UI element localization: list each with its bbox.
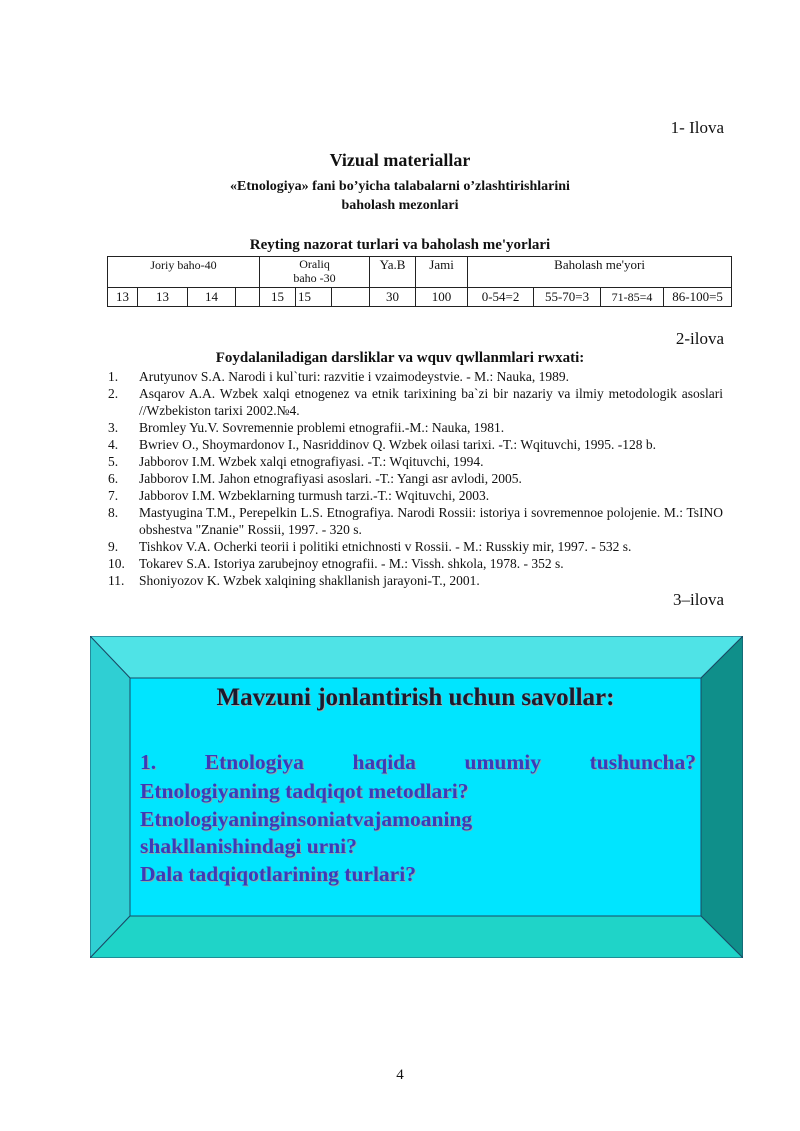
subtitle-line-1: «Etnologiya» fani bo’yicha talabalarni o’zlashtirishlarini: [230, 179, 570, 194]
header-joriy: Joriy baho-40: [108, 257, 260, 288]
question-line: Etnologiyaninginsoniatvajamoaning: [140, 807, 473, 831]
table-header-row: [108, 257, 732, 288]
page-title: Vizual materiallar: [329, 150, 471, 170]
books-title: Foydalaniladigan darsliklar va wquv qwllanmlari rwxati:: [215, 350, 585, 366]
list-item: 6. Jabborov I.M. Jahon etnografiyasi asoslari. -T.: Yangi asr avlodi, 2005.: [108, 471, 522, 486]
table-cell: 0-54=2: [468, 288, 534, 307]
rating-table: [107, 256, 732, 307]
table-cell: 30: [370, 288, 416, 307]
page-number: 4: [396, 1067, 404, 1083]
subtitle-line-2: baholash mezonlari: [341, 198, 459, 213]
appendix-2-label: 2-ilova: [675, 329, 724, 348]
table-cell: 13: [108, 288, 138, 307]
list-item: 11. Shoniyozov K. Wzbek xalqining shakllanish jarayoni-T., 2001.: [108, 573, 480, 588]
table-cell: 14: [188, 288, 236, 307]
list-item: 5. Jabborov I.M. Wzbek xalqi etnografiyasi. -T.: Wqituvchi, 1994.: [108, 454, 484, 469]
list-item: 4. Bwriev O., Shoymardonov I., Nasriddinov Q. Wzbek oilasi tarixi. -T.: Wqituvchi, 1995. -128 b.: [108, 437, 657, 452]
question-line: Etnologiyaning tadqiqot metodlari?: [140, 779, 469, 803]
table-row: [108, 288, 732, 307]
question-line: shakllanishindagi urni?: [140, 834, 357, 858]
table-cell: 15: [296, 288, 332, 307]
header-yab: Ya.B: [370, 257, 416, 288]
book-list: [108, 368, 723, 589]
list-item: 9. Tishkov V.A. Ocherki teorii i politiki etnichnosti v Rossii. - M.: Russkiy mir, 1997. - 532 s.: [108, 539, 632, 554]
header-baholash: Baholash me'yori: [468, 257, 732, 288]
questions-content: [130, 678, 701, 916]
table-title: Reyting nazorat turlari va baholash me'yorlari: [249, 237, 551, 253]
table-cell: [236, 288, 260, 307]
question-line: Dala tadqiqotlarining turlari?: [140, 862, 416, 886]
table-cell: 15: [260, 288, 296, 307]
table-cell: 100: [416, 288, 468, 307]
question-1: 1. Etnologiya haqida umumiy tushuncha?: [140, 750, 696, 774]
list-item: 10. Tokarev S.A. Istoriya zarubejnoy etnografii. - M.: Vissh. shkola, 1978. - 352 s.: [108, 556, 564, 571]
header-jami: Jami: [416, 257, 468, 288]
table-cell: [332, 288, 370, 307]
list-item: 7. Jabborov I.M. Wzbeklarning turmush tarzi.-T.: Wqituvchi, 2003.: [108, 488, 490, 503]
header-oraliq: Oraliq baho -30: [260, 257, 370, 288]
list-item: 1. Arutyunov S.A. Narodi i kul`turi: razvitie i vzaimodeystvie. - M.: Nauka, 1989.: [108, 369, 570, 384]
appendix-1-label: 1- Ilova: [670, 118, 724, 137]
list-item: 3. Bromley Yu.V. Sovremennie problemi etnografii.-M.: Nauka, 1981.: [108, 420, 505, 435]
questions-title: Mavzuni jonlantirish uchun savollar:: [216, 684, 615, 711]
table-cell: 55-70=3: [534, 288, 601, 307]
list-item: 2. Asqarov A.A. Wzbek xalqi etnogenez va etnik tarixining ba`zi bir nazariy va ilmiy metodologik asoslari //Wzbekiston tarixi 2002.№4.: [108, 386, 723, 418]
list-item: 8. Mastyugina T.M., Perepelkin L.S. Etnografiya. Narodi Rossii: istoriya i sovremennoe polojenie. M.: TsINO obshestva "Znanie" Rossii, 1997. - 320 s.: [108, 505, 723, 537]
table-cell: 86-100=5: [664, 288, 732, 307]
appendix-3-label: 3–ilova: [673, 590, 724, 609]
table-cell: 71-85=4: [601, 288, 664, 307]
table-cell: 13: [138, 288, 188, 307]
